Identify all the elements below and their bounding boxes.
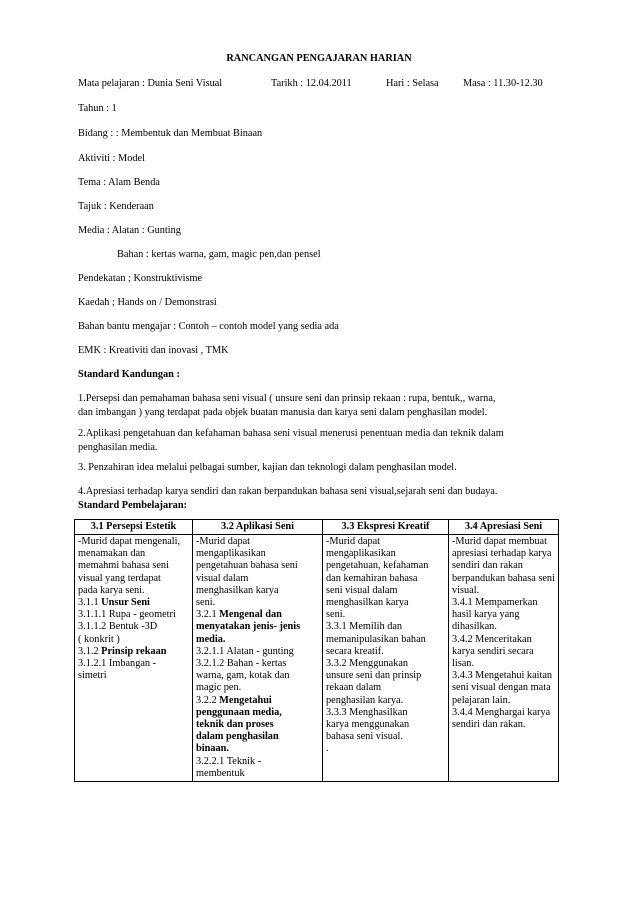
cell-bold-text: Mengetahui xyxy=(219,694,272,706)
cell-text: menghasilkan karya xyxy=(196,584,279,596)
cell-text: pada karya seni. xyxy=(78,584,145,596)
cell-text: secara kreatif. xyxy=(326,645,384,657)
cell-line xyxy=(452,695,555,707)
learning-standard-table xyxy=(74,519,559,782)
cell-line xyxy=(196,621,319,633)
cell-line xyxy=(196,548,319,560)
cell-line xyxy=(78,609,189,621)
cell-line xyxy=(78,658,189,670)
emk-field: EMK : Kreativiti dan inovasi , TMK xyxy=(78,345,229,356)
cell-text: seni visual dalam xyxy=(326,584,398,596)
content-standard-item-1 xyxy=(78,392,558,420)
cell-line xyxy=(78,573,189,585)
cell-text: 3.4.1 Mempamerkan xyxy=(452,597,538,609)
cell-line xyxy=(326,585,445,597)
cell-text: 3.3.2 Menggunakan xyxy=(326,658,409,670)
cell-text: dan kemahiran bahasa xyxy=(326,572,418,584)
cell-line xyxy=(196,682,319,694)
content-standard-line: 1.Persepsi dan pemahaman bahasa seni visual ( unsure seni dan prinsip rekaan : rupa, bentuk,, warna, xyxy=(78,393,496,404)
cell-text: bahasa seni visual. xyxy=(326,731,403,743)
cell-line xyxy=(196,731,319,743)
cell-text: 3.1.2.1 Imbangan - xyxy=(78,658,157,670)
year-field: Tahun : 1 xyxy=(78,103,117,114)
cell-text: 3.2.1 xyxy=(196,609,220,621)
cell-line xyxy=(326,731,445,743)
table-row xyxy=(75,535,559,782)
content-standard-line: dan imbangan ) yang terdapat pada objek buatan manusia dan karya seni dalam penghasilan model. xyxy=(78,407,488,418)
cell-line xyxy=(452,597,555,609)
cell-text: -Murid dapat xyxy=(196,536,251,547)
cell-line xyxy=(452,719,555,731)
cell-text: 3.1.2 xyxy=(78,645,102,657)
table-cell-ekspresi xyxy=(323,535,449,782)
cell-line xyxy=(452,634,555,646)
content-standard-item-3 xyxy=(78,461,558,475)
cell-text: 3.2.1.1 Alatan - gunting xyxy=(196,645,294,657)
cell-line xyxy=(452,609,555,621)
cell-text: karya menggunakan xyxy=(326,719,410,731)
table-cell-apresiasi xyxy=(449,535,559,782)
day-field: Hari : Selasa xyxy=(386,78,439,89)
cell-text: penghasilan karya. xyxy=(326,694,404,706)
content-standard-item-4 xyxy=(78,485,558,499)
content-standard-line: 3. Penzahiran idea melalui pelbagai sumber, kajian dan teknologi dalam penghasilan model. xyxy=(78,462,457,473)
cell-text: 3.1.1 xyxy=(78,597,102,609)
cell-text: seni. xyxy=(326,609,346,621)
cell-text: visual. xyxy=(452,584,480,596)
cell-line xyxy=(326,609,445,621)
cell-bold-text: binaan. xyxy=(196,743,229,755)
cell-line xyxy=(326,707,445,719)
table-cell-persepsi xyxy=(75,535,193,782)
table-cell-aplikasi xyxy=(193,535,323,782)
cell-line xyxy=(326,621,445,633)
cell-line xyxy=(326,634,445,646)
cell-line xyxy=(326,719,445,731)
cell-line xyxy=(326,670,445,682)
cell-text: berpandukan bahasa seni xyxy=(452,572,555,584)
topic-field: Tajuk : Kenderaan xyxy=(78,201,154,212)
approach-field: Pendekatan ; Konstruktivisme xyxy=(78,273,203,284)
cell-line xyxy=(196,573,319,585)
cell-line xyxy=(78,670,189,682)
column-header: 3.4 Apresiasi Seni xyxy=(449,520,559,535)
cell-line xyxy=(196,609,319,621)
cell-text: sendiri dan rakan. xyxy=(452,719,526,731)
cell-line xyxy=(452,548,555,560)
cell-text: 3.1.1.2 Bentuk -3D xyxy=(78,621,158,633)
cell-bold-text: Prinsip rekaan xyxy=(101,645,167,657)
cell-text: -Murid dapat xyxy=(326,536,381,547)
cell-line xyxy=(196,743,319,755)
cell-line xyxy=(196,719,319,731)
date-field: Tarikh : 12.04.2011 xyxy=(271,78,352,89)
cell-line xyxy=(452,536,555,548)
cell-line xyxy=(78,585,189,597)
cell-line xyxy=(78,560,189,572)
field-field: Bidang : : Membentuk dan Membuat Binaan xyxy=(78,128,263,139)
cell-line xyxy=(326,536,445,548)
cell-line xyxy=(326,695,445,707)
cell-text: karya sendiri secara xyxy=(452,645,534,657)
media-materials-field: Bahan : kertas warna, gam, magic pen,dan pensel xyxy=(117,249,321,260)
column-header: 3.3 Ekspresi Kreatif xyxy=(323,520,449,535)
cell-bold-text: Mengenal dan xyxy=(219,609,282,621)
cell-text: 3.2.2 xyxy=(196,694,220,706)
cell-line xyxy=(326,560,445,572)
cell-line xyxy=(326,573,445,585)
theme-field: Tema : Alam Benda xyxy=(78,177,160,188)
cell-line xyxy=(196,536,319,548)
cell-line xyxy=(196,768,319,780)
cell-bold-text: menyatakan jenis- jenis xyxy=(196,621,301,633)
cell-bold-text: teknik dan proses xyxy=(196,719,274,731)
content-standard-item-2 xyxy=(78,427,558,455)
content-standard-line: 4.Apresiasi terhadap karya sendiri dan rakan berpandukan bahasa seni visual,sejarah seni dan budaya. xyxy=(78,486,498,497)
cell-line xyxy=(326,548,445,560)
cell-line xyxy=(196,670,319,682)
subject-field: Mata pelajaran : Dunia Seni Visual xyxy=(78,78,223,89)
column-header: 3.1 Persepsi Estetik xyxy=(75,520,193,535)
cell-line xyxy=(196,585,319,597)
cell-text: rekaan dalam xyxy=(326,682,382,694)
cell-line xyxy=(196,560,319,572)
cell-text: mengaplikasikan xyxy=(196,548,266,560)
cell-text: seni. xyxy=(196,597,216,609)
cell-bold-text: penggunaan media, xyxy=(196,706,282,718)
cell-line xyxy=(78,597,189,609)
cell-line xyxy=(78,536,189,548)
cell-bold-text: dalam penghasilan xyxy=(196,731,279,743)
cell-line xyxy=(196,597,319,609)
cell-text: 3.3.1 Memilih dan xyxy=(326,621,403,633)
content-standard-heading: Standard Kandungan : xyxy=(78,369,180,380)
cell-text: dihasilkan. xyxy=(452,621,497,633)
cell-line xyxy=(452,658,555,670)
cell-text: 3.3.3 Menghasilkan xyxy=(326,706,408,718)
cell-text: sendiri dan rakan xyxy=(452,560,523,572)
activity-field: Aktiviti : Model xyxy=(78,153,145,164)
cell-line xyxy=(196,658,319,670)
cell-text: memahmi bahasa seni xyxy=(78,560,169,572)
cell-text: pengetahuan, kefahaman xyxy=(326,560,429,572)
method-field: Kaedah ; Hands on / Demonstrasi xyxy=(78,297,217,308)
cell-line xyxy=(452,621,555,633)
cell-line xyxy=(196,707,319,719)
cell-line xyxy=(452,646,555,658)
cell-bold-text: media. xyxy=(196,633,226,645)
cell-text: menamakan dan xyxy=(78,548,146,560)
teaching-aids-field: Bahan bantu mengajar : Contoh – contoh model yang sedia ada xyxy=(78,321,339,332)
cell-line xyxy=(78,621,189,633)
cell-text: . xyxy=(326,743,329,755)
cell-line xyxy=(78,646,189,658)
cell-line xyxy=(452,670,555,682)
cell-line xyxy=(78,548,189,560)
content-standard-line: 2.Aplikasi pengetahuan dan kefahaman bahasa seni visual menerusi penentuan media dan teknik dalam xyxy=(78,428,504,439)
cell-line xyxy=(196,756,319,768)
cell-line xyxy=(326,743,445,755)
cell-line xyxy=(196,695,319,707)
cell-line xyxy=(196,646,319,658)
cell-line xyxy=(452,585,555,597)
cell-text: hasil karya yang xyxy=(452,609,520,621)
time-field: Masa : 11.30-12.30 xyxy=(463,78,543,89)
media-tools-field: Media : Alatan : Gunting xyxy=(78,225,181,236)
cell-text: visual dalam xyxy=(196,572,249,584)
cell-text: ( konkrit ) xyxy=(78,633,120,645)
cell-text: 3.4.2 Menceritakan xyxy=(452,633,532,645)
cell-text: menghasilkan karya xyxy=(326,597,409,609)
cell-text: -Murid dapat mengenali, xyxy=(78,536,181,547)
cell-line xyxy=(326,597,445,609)
cell-text: mengaplikasikan xyxy=(326,548,396,560)
cell-line xyxy=(452,560,555,572)
cell-text: 3.4.3 Mengetahui kaitan xyxy=(452,670,553,682)
cell-line xyxy=(326,682,445,694)
table-header-row xyxy=(75,520,559,535)
cell-line xyxy=(452,682,555,694)
cell-text: membentuk xyxy=(196,767,245,779)
cell-line xyxy=(326,646,445,658)
cell-text: visual yang terdapat xyxy=(78,572,161,584)
cell-text: lisan. xyxy=(452,658,475,670)
cell-text: warna, gam, kotak dan xyxy=(196,670,290,682)
cell-text: apresiasi terhadap karya xyxy=(452,548,552,560)
cell-text: magic pen. xyxy=(196,682,242,694)
cell-line xyxy=(326,658,445,670)
cell-text: 3.2.2.1 Teknik - xyxy=(196,755,262,767)
cell-line xyxy=(78,634,189,646)
column-header: 3.2 Aplikasi Seni xyxy=(193,520,323,535)
cell-text: simetri xyxy=(78,670,107,682)
cell-text: seni visual dengan mata xyxy=(452,682,551,694)
info-row xyxy=(78,78,578,92)
cell-text: pelajaran lain. xyxy=(452,694,511,706)
cell-text: unsure seni dan prinsip xyxy=(326,670,422,682)
cell-line xyxy=(452,573,555,585)
cell-text: -Murid dapat membuat xyxy=(452,536,547,547)
content-standard-line: penghasilan media. xyxy=(78,442,158,453)
cell-text: 3.4.4 Menghargai karya xyxy=(452,706,551,718)
cell-text: 3.2.1.2 Bahan - kertas xyxy=(196,658,287,670)
cell-text: pengetahuan bahasa seni xyxy=(196,560,298,572)
cell-text: 3.1.1.1 Rupa - geometri xyxy=(78,609,176,621)
cell-text: memanipulasikan bahan xyxy=(326,633,426,645)
cell-line xyxy=(452,707,555,719)
learning-standard-heading: Standard Pembelajaran: xyxy=(78,500,187,511)
document-title: RANCANGAN PENGAJARAN HARIAN xyxy=(226,53,412,64)
cell-line xyxy=(196,634,319,646)
cell-bold-text: Unsur Seni xyxy=(101,597,150,609)
